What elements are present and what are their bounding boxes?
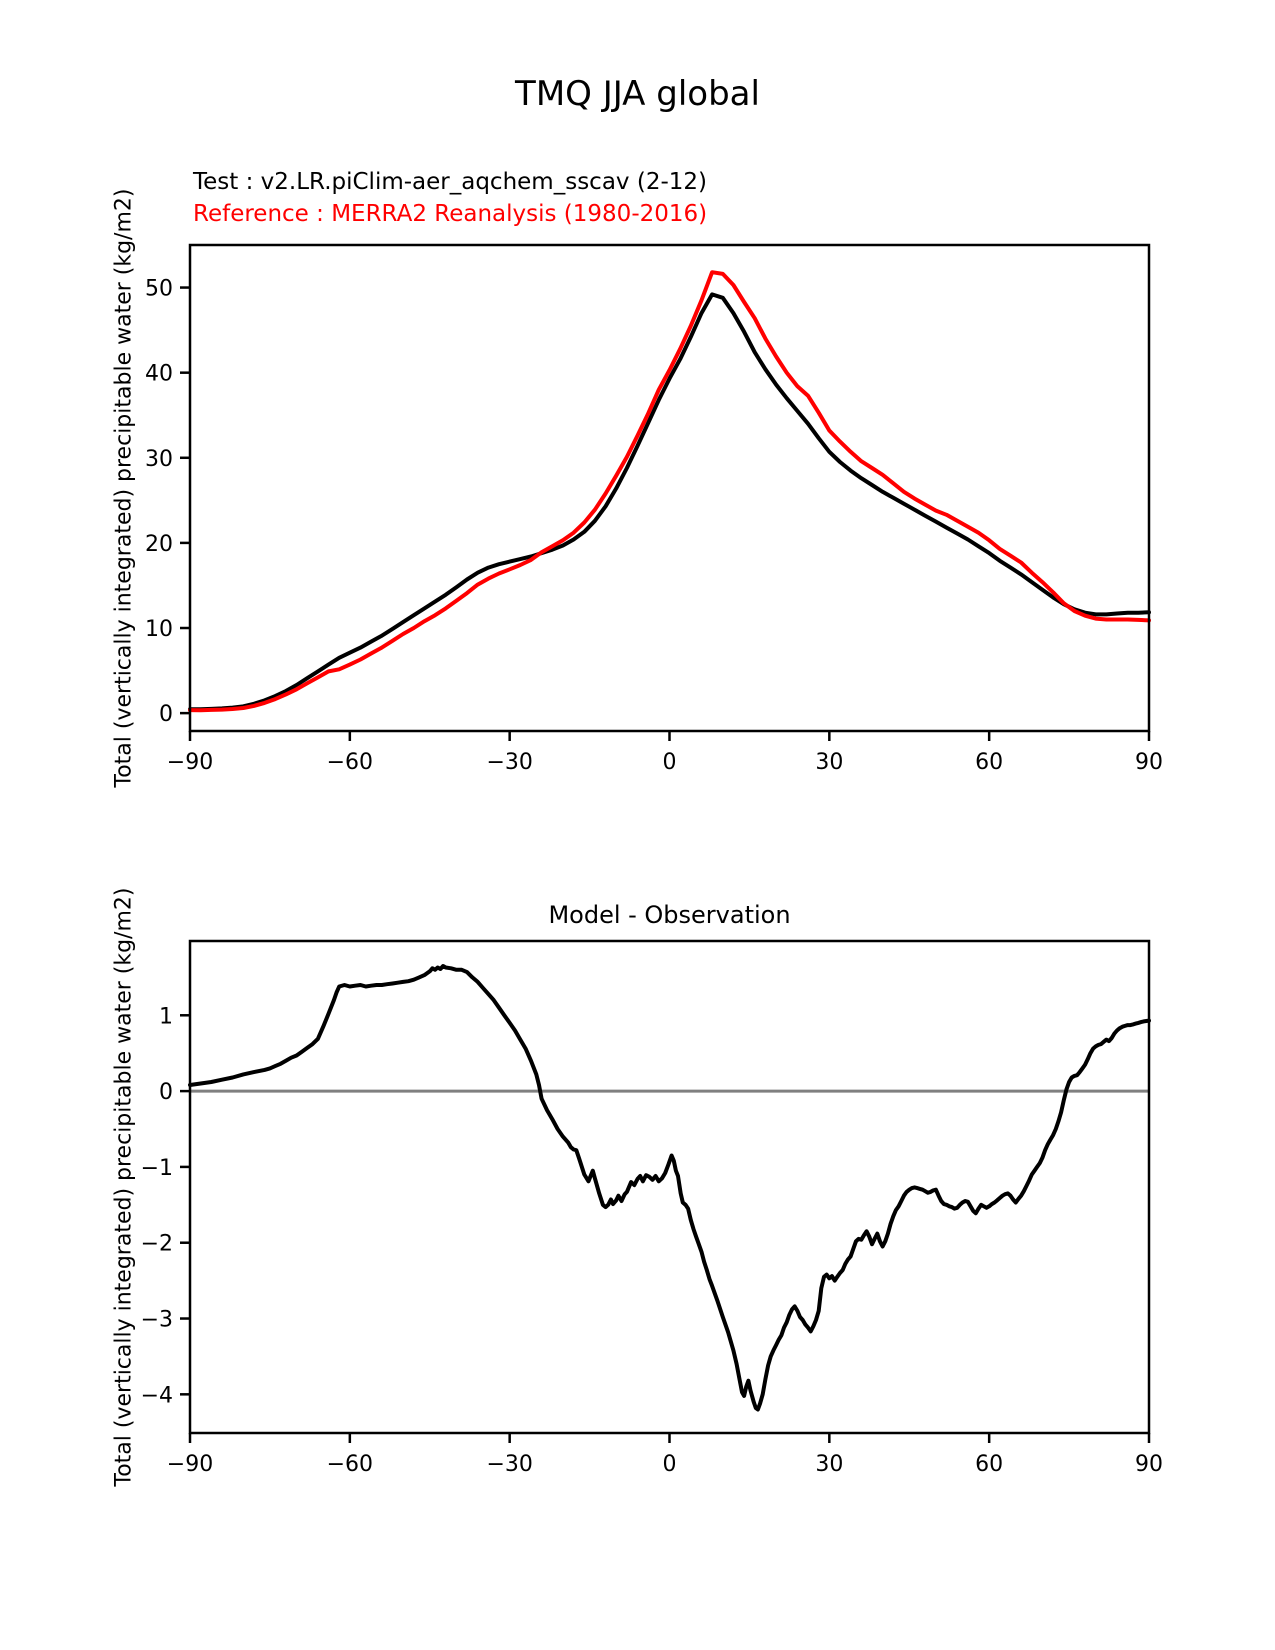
y-tick-label: 10: [145, 617, 173, 643]
x-tick-label: 0: [662, 750, 677, 775]
x-tick-label: −30: [486, 1452, 533, 1477]
bottom-chart: [141, 941, 1163, 1477]
x-tick-label: −90: [166, 1452, 214, 1477]
x-tick-label: 90: [1135, 750, 1163, 775]
x-tick-label: 60: [975, 1452, 1004, 1477]
axes-frame: [190, 245, 1149, 731]
axes-frame: [190, 941, 1149, 1433]
y-tick-label: 20: [145, 531, 173, 557]
x-tick-label: −90: [166, 750, 214, 775]
bottom-y-axis-label: Total (vertically integrated) precipitable water (kg/m2): [111, 887, 137, 1487]
x-tick-label: −60: [326, 1452, 374, 1477]
top-chart: [145, 245, 1163, 775]
series-line-0: [190, 294, 1149, 709]
legend-reference-label: Reference : MERRA2 Reanalysis (1980-2016): [193, 201, 708, 227]
legend-test-label: Test : v2.LR.piClim-aer_aqchem_sscav (2-12): [193, 169, 707, 195]
series-line-0: [190, 966, 1149, 1410]
y-tick-label: 1: [159, 1004, 173, 1030]
x-tick-label: −60: [326, 750, 374, 775]
y-tick-label: −2: [140, 1231, 173, 1257]
x-tick-label: 0: [662, 1452, 677, 1477]
y-tick-label: −4: [140, 1383, 173, 1409]
y-tick-label: 30: [145, 446, 173, 472]
x-tick-label: 30: [815, 1452, 844, 1477]
figure-title: TMQ JJA global: [515, 74, 760, 114]
y-tick-label: 0: [159, 1080, 173, 1106]
y-tick-label: 50: [145, 276, 173, 302]
series-line-1: [190, 272, 1149, 710]
y-tick-label: 0: [159, 702, 173, 728]
x-tick-label: 30: [815, 750, 844, 775]
x-tick-label: 60: [975, 750, 1004, 775]
y-tick-label: −1: [140, 1155, 173, 1181]
y-tick-label: 40: [145, 361, 173, 387]
y-tick-label: −3: [140, 1307, 173, 1333]
bottom-chart-title: Model - Observation: [548, 901, 791, 929]
top-y-axis-label: Total (vertically integrated) precipitable water (kg/m2): [111, 188, 137, 788]
x-tick-label: −30: [486, 750, 533, 775]
x-tick-label: 90: [1135, 1452, 1163, 1477]
